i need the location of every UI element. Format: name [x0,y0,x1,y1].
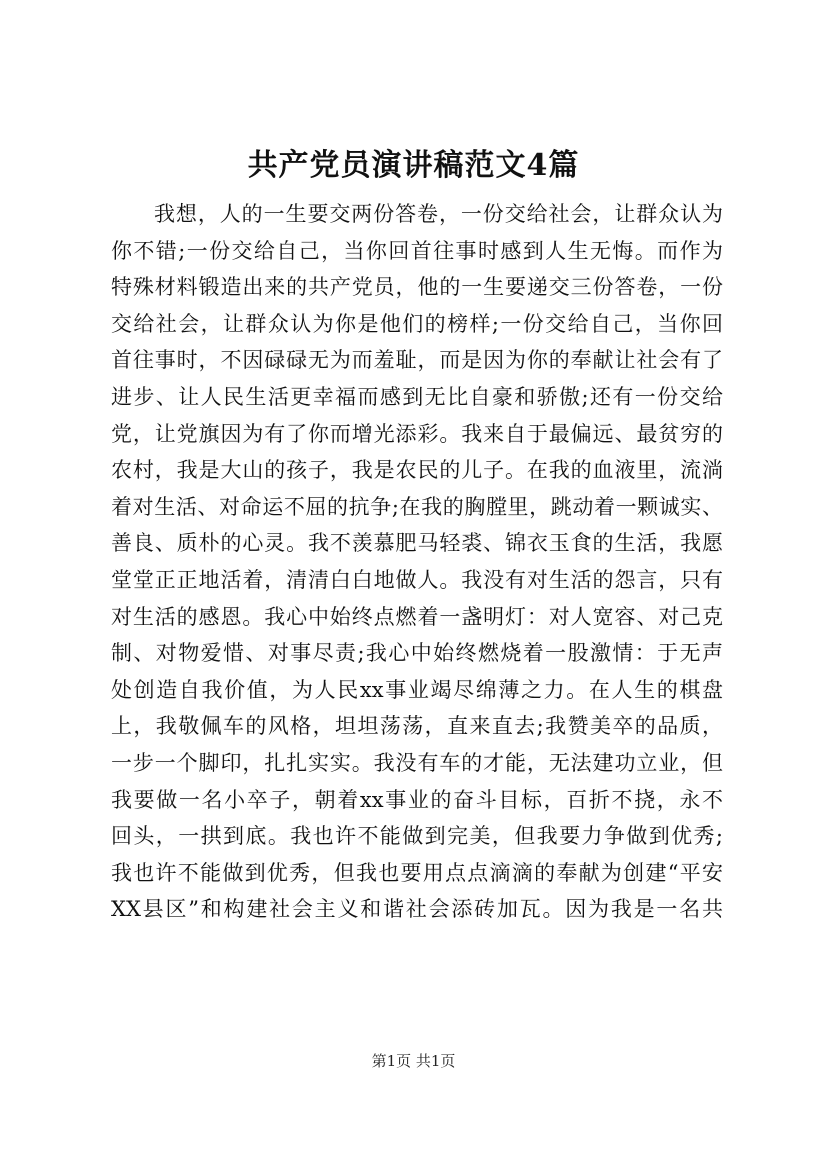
body-line: 首往事时，不因碌碌无为而羞耻，而是因为你的奉献让社会有了 [111,348,723,373]
body-line: 我也许不能做到优秀，但我也要用点点滴滴的奉献为创建“平安 [111,860,723,885]
body-line: 交给社会，让群众认为你是他们的榜样;一份交给自己，当你回 [111,311,723,336]
body-line: 着对生活、对命运不屈的抗争;在我的胸膛里，跳动着一颗诚实、 [111,494,723,519]
body-line: 处创造自我价值，为人民xx事业竭尽绵薄之力。在人生的棋盘 [111,677,723,702]
document-body [111,196,723,928]
body-line: 你不错;一份交给自己，当你回首往事时感到人生无悔。而作为 [111,238,723,263]
document-title: 共产党员演讲稿范文4篇 [247,148,580,183]
body-line: 善良、质朴的心灵。我不羡慕肥马轻裘、锦衣玉食的生活，我愿 [111,531,723,556]
body-line: 堂堂正正地活着，清清白白地做人。我没有对生活的怨言，只有 [111,567,723,592]
body-line: 我想，人的一生要交两份答卷，一份交给社会，让群众认为 [154,202,723,226]
body-line: 特殊材料锻造出来的共产党员，他的一生要递交三份答卷，一份 [111,275,723,300]
body-line: 一步一个脚印，扎扎实实。我没有车的才能，无法建功立业，但 [111,750,723,775]
body-line: 对生活的感恩。我心中始终点燃着一盏明灯：对人宽容、对己克 [111,604,723,629]
body-line: 党，让党旗因为有了你而增光添彩。我来自于最偏远、最贫穷的 [111,421,723,446]
body-line: 回头，一拱到底。我也许不能做到完美，但我要力争做到优秀; [111,824,723,849]
body-line: 农村，我是大山的孩子，我是农民的儿子。在我的血液里，流淌 [111,458,723,483]
body-line: 我要做一名小卒子，朝着xx事业的奋斗目标，百折不挠，永不 [111,787,723,812]
body-line: 进步、让人民生活更幸福而感到无比自豪和骄傲;还有一份交给 [111,384,723,409]
page-number-footer: 第1页 共1页 [371,1052,456,1070]
body-line: XX县区”和构建社会主义和谐社会添砖加瓦。因为我是一名共 [111,897,723,922]
body-line: 制、对物爱惜、对事尽责;我心中始终燃烧着一股激情：于无声 [111,641,723,666]
body-line: 上，我敬佩车的风格，坦坦荡荡，直来直去;我赞美卒的品质， [111,714,723,739]
